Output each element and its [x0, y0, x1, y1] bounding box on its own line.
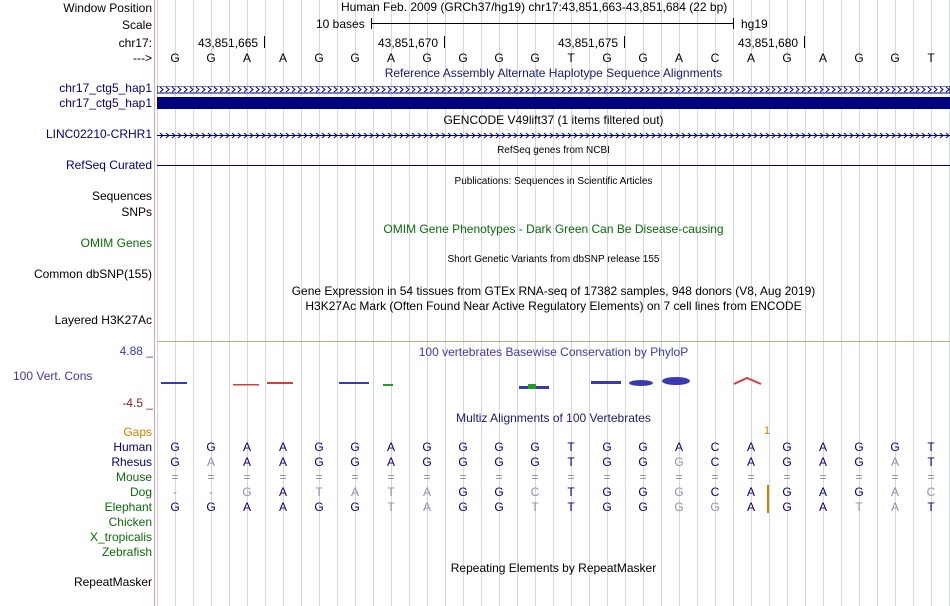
alignment-base: A	[386, 455, 395, 469]
species-label[interactable]: Human	[113, 440, 152, 454]
gencode-track-title[interactable]: GENCODE V49lift37 (1 items filtered out)	[443, 113, 664, 127]
alignment-base: A	[278, 455, 287, 469]
gencode-gene-label[interactable]: LINC02210-CRHR1	[45, 127, 152, 141]
alignment-base: A	[890, 500, 899, 514]
alignment-base: C	[710, 455, 720, 469]
alignment-base: G	[206, 440, 216, 454]
alignment-base: A	[422, 500, 431, 514]
h3k27ac-track-title[interactable]: H3K27Ac Mark (Often Found Near Active Regulatory Elements) on 7 cell lines from ENCODE	[305, 299, 802, 313]
alignment-base: A	[746, 455, 755, 469]
reference-base: A	[278, 51, 287, 65]
cons-label[interactable]: 100 Vert. Cons	[13, 369, 93, 383]
alignment-base: A	[350, 485, 359, 499]
alignment-base: G	[674, 500, 684, 514]
alignment-base: =	[675, 470, 683, 484]
alignment-base: =	[459, 470, 467, 484]
alignment-base: =	[531, 470, 539, 484]
hap-alignment-1[interactable]	[157, 83, 950, 91]
alignment-base: G	[890, 440, 900, 454]
alignment-base: G	[314, 500, 324, 514]
hap-alignment-2-bar[interactable]	[157, 97, 950, 109]
hap-track-label-2[interactable]: chr17_ctg5_hap1	[59, 96, 152, 110]
alignment-base: =	[711, 470, 719, 484]
reference-base: G	[602, 51, 612, 65]
alignment-base: G	[710, 500, 720, 514]
alignment-base: A	[746, 500, 755, 514]
alignment-base: G	[782, 500, 792, 514]
h3k27ac-label[interactable]: Layered H3K27Ac	[54, 313, 152, 327]
alignment-base: C	[926, 485, 936, 499]
alignment-base: =	[639, 470, 647, 484]
alignment-base: =	[891, 470, 899, 484]
refseq-gene-line[interactable]	[157, 165, 950, 166]
alignment-base: G	[530, 440, 540, 454]
alignment-base: T	[567, 500, 575, 514]
alignment-base: A	[890, 455, 899, 469]
reference-base: A	[746, 51, 755, 65]
alignment-base: G	[494, 500, 504, 514]
alignment-base: G	[638, 440, 648, 454]
alignment-base: A	[278, 485, 287, 499]
coord-2: 43,851,670	[378, 36, 439, 50]
species-label[interactable]: Elephant	[104, 500, 152, 514]
reference-base: A	[818, 51, 827, 65]
alignment-base: -	[173, 485, 177, 499]
alignment-base: A	[242, 440, 251, 454]
alignment-base: G	[458, 440, 468, 454]
alignment-base: C	[710, 485, 720, 499]
repeatmasker-label[interactable]: RepeatMasker	[73, 575, 152, 589]
pubs-track-title[interactable]: Publications: Sequences in Scientific Articles	[454, 176, 653, 187]
alignment-base: T	[927, 455, 935, 469]
hap-alignment-1-graphic	[157, 86, 950, 94]
alignment-base: =	[171, 470, 179, 484]
reference-base: A	[674, 51, 683, 65]
label-divider	[154, 0, 155, 606]
alignment-base: G	[602, 485, 612, 499]
alignment-base: G	[206, 500, 216, 514]
sequences-label[interactable]: Sequences	[91, 189, 152, 203]
alignment-base: G	[782, 455, 792, 469]
alignment-base: A	[242, 500, 251, 514]
alignment-base: A	[890, 485, 899, 499]
reference-base: T	[927, 51, 935, 65]
alignment-base: -	[209, 485, 213, 499]
cons-wiggle-graphic	[157, 372, 950, 392]
alignment-base: A	[818, 440, 827, 454]
alignment-base: G	[494, 440, 504, 454]
reference-base: A	[242, 51, 251, 65]
alignment-base: =	[207, 470, 215, 484]
refseq-track-title[interactable]: RefSeq genes from NCBI	[497, 145, 610, 156]
alignment-base: G	[422, 455, 432, 469]
alignment-base: G	[602, 440, 612, 454]
alignment-base: G	[854, 455, 864, 469]
coord-tick-3	[624, 36, 625, 48]
snps-label[interactable]: SNPs	[121, 205, 152, 219]
reference-base: G	[350, 51, 360, 65]
alignment-base: G	[602, 500, 612, 514]
alignment-base: =	[315, 470, 323, 484]
species-label[interactable]: Dog	[129, 485, 152, 499]
chrom-label: chr17:	[118, 36, 152, 50]
alignment-base: A	[818, 485, 827, 499]
reference-base: G	[494, 51, 504, 65]
omim-label[interactable]: OMIM Genes	[80, 236, 152, 250]
species-label[interactable]: Mouse	[115, 470, 152, 484]
alignment-base: G	[530, 455, 540, 469]
alignment-base: T	[315, 485, 323, 499]
alignment-base: A	[278, 440, 287, 454]
species-label[interactable]: X_tropicalis	[89, 530, 152, 544]
alignment-base: =	[387, 470, 395, 484]
alignment-base: =	[927, 470, 935, 484]
alignment-base: T	[567, 455, 575, 469]
alignment-base: G	[422, 440, 432, 454]
scale-bar-right-tick	[733, 18, 734, 29]
coord-1: 43,851,665	[198, 36, 259, 50]
reference-base: G	[170, 51, 180, 65]
alignment-base: =	[783, 470, 791, 484]
cons-wiggle[interactable]	[157, 372, 950, 392]
alignment-base: =	[819, 470, 827, 484]
repeatmasker-track-title[interactable]: Repeating Elements by RepeatMasker	[450, 561, 657, 575]
reference-base: G	[854, 51, 864, 65]
alignment-base: G	[674, 455, 684, 469]
alignment-base: T	[927, 500, 935, 514]
alignment-base: =	[423, 470, 431, 484]
gencode-gene-intron[interactable]	[157, 129, 950, 138]
alignment-base: =	[351, 470, 359, 484]
cons-max-value: 4.88 _	[119, 344, 153, 358]
gaps-label[interactable]: Gaps	[123, 425, 152, 439]
gaps-mark: 1	[764, 425, 771, 437]
coord-4: 43,851,680	[738, 36, 799, 50]
reference-base: T	[567, 51, 575, 65]
alignment-base: G	[782, 440, 792, 454]
reference-base: G	[206, 51, 216, 65]
alignment-base: C	[530, 485, 540, 499]
alignment-base: G	[458, 455, 468, 469]
scale-label: Scale	[121, 18, 152, 32]
alignment-base: A	[746, 440, 755, 454]
gencode-gene-intron-graphic	[157, 131, 950, 140]
alignment-base: G	[242, 485, 252, 499]
alignment-base: T	[387, 485, 395, 499]
gtex-track-title[interactable]: Gene Expression in 54 tissues from GTEx RNA-seq of 17382 samples, 948 donors (V8, Aug 2019)	[291, 284, 816, 298]
cons-track-title[interactable]: 100 vertebrates Basewise Conservation by PhyloP	[418, 345, 689, 359]
scale-bar	[371, 23, 733, 24]
alignment-base: A	[674, 440, 683, 454]
reference-base: G	[458, 51, 468, 65]
alignment-base: G	[170, 455, 180, 469]
species-label[interactable]: Zebrafish	[101, 545, 152, 559]
alignment-base: G	[494, 455, 504, 469]
alignment-base: =	[855, 470, 863, 484]
alignment-base: =	[567, 470, 575, 484]
alignment-base: A	[206, 455, 215, 469]
coord-3: 43,851,675	[558, 36, 619, 50]
alignment-base: A	[818, 455, 827, 469]
cons-min-value: -4.5 _	[122, 396, 153, 410]
reference-base: C	[710, 51, 720, 65]
alignment-base: =	[279, 470, 287, 484]
species-label[interactable]: Rhesus	[111, 455, 152, 469]
alignment-base: A	[242, 455, 251, 469]
dbsnp-track-title[interactable]: Short Genetic Variants from dbSNP release 155	[447, 254, 660, 265]
reference-base: A	[386, 51, 395, 65]
reference-base: G	[890, 51, 900, 65]
reference-base: G	[530, 51, 540, 65]
alignment-base: G	[350, 455, 360, 469]
omim-track-title[interactable]: OMIM Gene Phenotypes - Dark Green Can Be Disease-causing	[383, 222, 724, 236]
alignment-base: G	[314, 455, 324, 469]
alignment-base: G	[854, 485, 864, 499]
scale-bases: 10 bases	[316, 17, 365, 31]
alignment-base: G	[854, 440, 864, 454]
alignment-base: =	[495, 470, 503, 484]
species-label[interactable]: Chicken	[108, 515, 152, 529]
alignment-base: G	[458, 485, 468, 499]
alignment-base: G	[350, 440, 360, 454]
alignment-base: A	[422, 485, 431, 499]
dbsnp-label[interactable]: Common dbSNP(155)	[33, 267, 152, 281]
scale-db: hg19	[741, 17, 768, 31]
reference-base: G	[782, 51, 792, 65]
alignment-base: G	[674, 485, 684, 499]
alignment-base: T	[567, 440, 575, 454]
alignment-base: G	[638, 455, 648, 469]
coord-tick-1	[264, 36, 265, 48]
h3k27ac-baseline	[157, 341, 950, 342]
refseq-label[interactable]: RefSeq Curated	[65, 158, 152, 172]
reference-base: G	[422, 51, 432, 65]
alignment-base: G	[782, 485, 792, 499]
alignment-base: G	[458, 500, 468, 514]
alignment-base: G	[638, 500, 648, 514]
reference-base: G	[638, 51, 648, 65]
alignment-base: G	[638, 485, 648, 499]
alignment-base: C	[710, 440, 720, 454]
alignment-base: =	[243, 470, 251, 484]
alignment-base: T	[531, 500, 539, 514]
multiz-track-title[interactable]: Multiz Alignments of 100 Vertebrates	[456, 411, 651, 425]
alignment-base: G	[350, 500, 360, 514]
alignment-base: =	[747, 470, 755, 484]
alignment-base: =	[603, 470, 611, 484]
alignment-base: T	[387, 500, 395, 514]
alignment-base: A	[818, 500, 827, 514]
reference-base: G	[314, 51, 324, 65]
alignment-base: G	[602, 455, 612, 469]
alignment-base: A	[386, 440, 395, 454]
strand-arrow-label: --->	[133, 51, 152, 65]
alignment-base: T	[855, 500, 863, 514]
coord-tick-2	[444, 36, 445, 48]
alignment-base: G	[314, 440, 324, 454]
hap-track-label-1[interactable]: chr17_ctg5_hap1	[59, 81, 152, 95]
assembly-position-text: Human Feb. 2009 (GRCh37/hg19) chr17:43,851,663-43,851,684 (22 bp)	[341, 0, 728, 14]
hap-track-title[interactable]: Reference Assembly Alternate Haplotype Sequence Alignments	[384, 66, 723, 80]
window-position-label: Window Position	[63, 1, 152, 15]
alignment-base: A	[278, 500, 287, 514]
alignment-base: G	[170, 500, 180, 514]
alignment-base: T	[927, 440, 935, 454]
alignment-base: T	[567, 485, 575, 499]
coord-tick-4	[804, 36, 805, 48]
alignment-base: G	[494, 485, 504, 499]
alignment-base: G	[170, 440, 180, 454]
alignment-base: A	[746, 485, 755, 499]
